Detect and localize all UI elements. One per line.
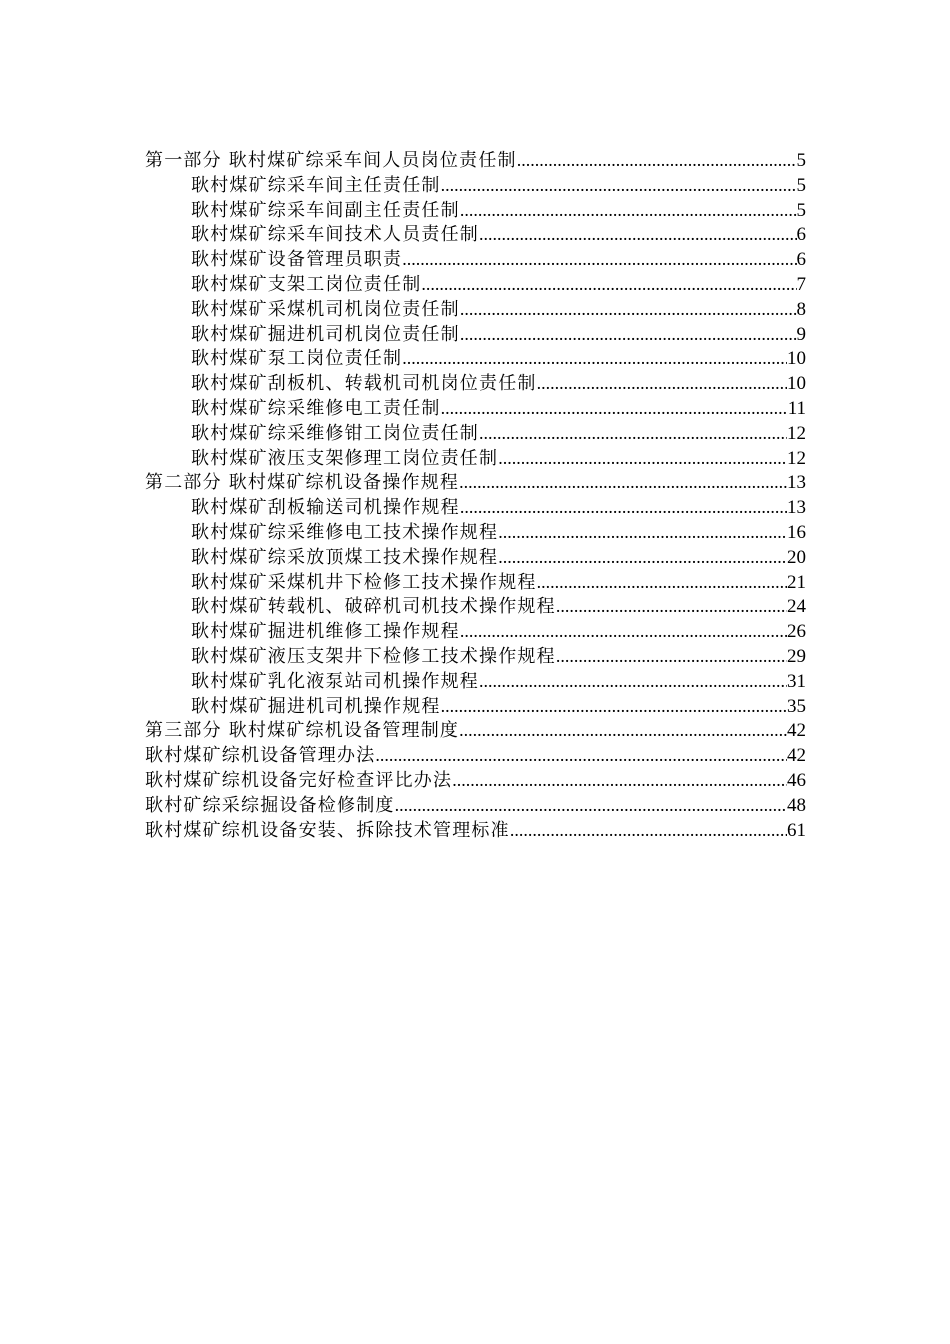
- toc-subsection-entry[interactable]: [145, 173, 806, 198]
- toc-entry-title: 耿村煤矿综采放顶煤工技术操作规程: [191, 546, 499, 568]
- toc-entry-title: 耿村煤矿综采车间副主任责任制: [191, 199, 460, 221]
- toc-dot-leader: [556, 594, 787, 619]
- toc-entry-page-number: 10: [787, 373, 806, 395]
- toc-entry-title: 耿村煤矿泵工岗位责任制: [191, 348, 403, 370]
- toc-entry-page-number: 5: [796, 199, 806, 221]
- toc-entry-title: 第一部分 耿村煤矿综采车间人员岗位责任制: [145, 150, 517, 171]
- toc-dot-leader: [460, 198, 797, 223]
- toc-entry-title: 耿村矿综采综掘设备检修制度: [145, 794, 395, 816]
- toc-dot-leader: [421, 272, 796, 297]
- toc-entry-page-number: 12: [787, 447, 806, 469]
- toc-entry-page-number: 5: [796, 150, 806, 171]
- toc-dot-leader: [479, 669, 787, 694]
- toc-dot-leader: [375, 743, 787, 768]
- toc-entry-page-number: 20: [787, 546, 806, 568]
- toc-entry-title: 耿村煤矿掘进机司机操作规程: [191, 695, 441, 717]
- toc-entry-title: 耿村煤矿综机设备安装、拆除技术管理标准: [145, 819, 510, 841]
- toc-subsection-entry[interactable]: [145, 371, 806, 396]
- toc-entry-title: 耿村煤矿综采维修电工技术操作规程: [191, 521, 499, 543]
- toc-dot-leader: [395, 793, 787, 818]
- toc-entry-title: 耿村煤矿采煤机井下检修工技术操作规程: [191, 571, 537, 593]
- toc-entry-title: 耿村煤矿液压支架修理工岗位责任制: [191, 447, 499, 469]
- toc-entry-page-number: 35: [787, 695, 806, 717]
- toc-entry-title: 耿村煤矿综采车间技术人员责任制: [191, 224, 479, 246]
- toc-entry-page-number: 42: [787, 745, 806, 767]
- toc-dot-leader: [479, 222, 797, 247]
- toc-dot-leader: [452, 768, 787, 793]
- toc-dot-leader: [510, 818, 787, 843]
- toc-entry-title: 耿村煤矿刮板机、转载机司机岗位责任制: [191, 373, 537, 395]
- table-of-contents: [145, 148, 806, 842]
- toc-section-entry[interactable]: [145, 148, 806, 173]
- toc-entry-page-number: 9: [796, 323, 806, 345]
- toc-subsection-entry[interactable]: [145, 346, 806, 371]
- toc-dot-leader: [460, 619, 787, 644]
- toc-dot-leader: [460, 322, 797, 347]
- toc-entry-title: 耿村煤矿转载机、破碎机司机技术操作规程: [191, 596, 556, 618]
- toc-dot-leader: [460, 297, 797, 322]
- toc-dot-leader: [459, 718, 787, 743]
- toc-dot-leader: [402, 247, 796, 272]
- toc-entry-page-number: 7: [796, 273, 806, 295]
- toc-subsection-entry[interactable]: [145, 222, 806, 247]
- toc-entry-title: 耿村煤矿掘进机维修工操作规程: [191, 621, 460, 643]
- toc-entry-title: 耿村煤矿综采维修钳工岗位责任制: [191, 422, 479, 444]
- toc-entry-title: 耿村煤矿乳化液泵站司机操作规程: [191, 670, 479, 692]
- toc-dot-leader: [537, 371, 787, 396]
- toc-dot-leader: [441, 173, 797, 198]
- toc-subsection-entry[interactable]: [145, 644, 806, 669]
- toc-section-entry[interactable]: [145, 470, 806, 495]
- toc-entry-page-number: 46: [787, 769, 806, 791]
- toc-dot-leader: [498, 446, 787, 471]
- toc-subsection-entry[interactable]: [145, 594, 806, 619]
- toc-section-entry[interactable]: [145, 793, 806, 818]
- toc-dot-leader: [459, 470, 787, 495]
- toc-subsection-entry[interactable]: [145, 570, 806, 595]
- toc-entry-title: 耿村煤矿综机设备管理办法: [145, 745, 376, 767]
- toc-entry-page-number: 24: [787, 596, 806, 618]
- toc-entry-page-number: 12: [787, 422, 806, 444]
- toc-subsection-entry[interactable]: [145, 446, 806, 471]
- toc-entry-page-number: 42: [787, 720, 806, 742]
- toc-entry-page-number: 48: [787, 794, 806, 816]
- toc-entry-title: 耿村煤矿液压支架井下检修工技术操作规程: [191, 645, 556, 667]
- toc-entry-page-number: 8: [796, 298, 806, 320]
- toc-subsection-entry[interactable]: [145, 520, 806, 545]
- toc-entry-title: 耿村煤矿掘进机司机岗位责任制: [191, 323, 460, 345]
- toc-entry-page-number: 5: [796, 174, 806, 196]
- toc-dot-leader: [498, 520, 787, 545]
- toc-section-entry[interactable]: [145, 743, 806, 768]
- toc-subsection-entry[interactable]: [145, 247, 806, 272]
- toc-dot-leader: [498, 545, 787, 570]
- toc-dot-leader: [479, 421, 787, 446]
- toc-section-entry[interactable]: [145, 718, 806, 743]
- toc-dot-leader: [537, 570, 787, 595]
- toc-subsection-entry[interactable]: [145, 396, 806, 421]
- toc-entry-page-number: 61: [787, 819, 806, 841]
- toc-subsection-entry[interactable]: [145, 272, 806, 297]
- toc-section-entry[interactable]: [145, 818, 806, 843]
- toc-dot-leader: [441, 396, 788, 421]
- toc-entry-page-number: 26: [787, 621, 806, 643]
- toc-entry-title: 耿村煤矿综采维修电工责任制: [191, 397, 441, 419]
- toc-dot-leader: [517, 148, 797, 173]
- toc-entry-title: 耿村煤矿综采车间主任责任制: [191, 174, 441, 196]
- toc-subsection-entry[interactable]: [145, 619, 806, 644]
- toc-dot-leader: [441, 694, 787, 719]
- toc-entry-title: 耿村煤矿设备管理员职责: [191, 249, 403, 271]
- toc-subsection-entry[interactable]: [145, 669, 806, 694]
- toc-entry-title: 第二部分 耿村煤矿综机设备操作规程: [145, 472, 460, 494]
- toc-entry-page-number: 11: [787, 397, 806, 419]
- toc-section-entry[interactable]: [145, 768, 806, 793]
- toc-entry-title: 耿村煤矿支架工岗位责任制: [191, 273, 422, 295]
- toc-entry-page-number: 6: [796, 249, 806, 271]
- toc-entry-page-number: 16: [787, 521, 806, 543]
- toc-subsection-entry[interactable]: [145, 694, 806, 719]
- toc-subsection-entry[interactable]: [145, 421, 806, 446]
- toc-entry-page-number: 31: [787, 670, 806, 692]
- toc-entry-title: 第三部分 耿村煤矿综机设备管理制度: [145, 720, 460, 742]
- toc-entry-title: 耿村煤矿刮板输送司机操作规程: [191, 497, 460, 519]
- toc-entry-title: 耿村煤矿综机设备完好检查评比办法: [145, 769, 453, 791]
- toc-subsection-entry[interactable]: [145, 297, 806, 322]
- toc-entry-page-number: 10: [787, 348, 806, 370]
- toc-subsection-entry[interactable]: [145, 545, 806, 570]
- toc-entry-page-number: 6: [796, 224, 806, 246]
- toc-subsection-entry[interactable]: [145, 198, 806, 223]
- toc-dot-leader: [402, 346, 787, 371]
- toc-subsection-entry[interactable]: [145, 322, 806, 347]
- toc-dot-leader: [460, 495, 787, 520]
- toc-subsection-entry[interactable]: [145, 495, 806, 520]
- toc-entry-page-number: 13: [787, 472, 806, 494]
- toc-entry-page-number: 13: [787, 497, 806, 519]
- toc-entry-page-number: 21: [787, 571, 806, 593]
- toc-dot-leader: [556, 644, 787, 669]
- toc-entry-title: 耿村煤矿采煤机司机岗位责任制: [191, 298, 460, 320]
- toc-entry-page-number: 29: [787, 645, 806, 667]
